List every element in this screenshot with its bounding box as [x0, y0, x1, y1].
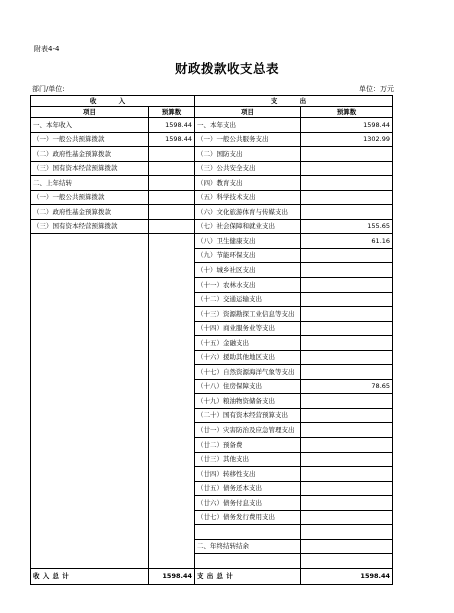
income-item-cell: [31, 554, 149, 569]
expense-value-cell: [301, 452, 393, 467]
income-value-cell: [149, 190, 195, 205]
expense-item-cell: （十一）农林水支出: [195, 278, 301, 293]
table-row: [31, 510, 393, 525]
income-value-cell: [149, 467, 195, 482]
income-value-cell: [149, 307, 195, 322]
income-value-cell: [149, 147, 195, 162]
expense-value-cell: [301, 176, 393, 191]
expense-item-cell: （二十）国有资本经营预算支出: [195, 408, 301, 423]
expense-value-cell: [301, 350, 393, 365]
income-value-cell: [149, 278, 195, 293]
expense-value-cell: 61.16: [301, 234, 393, 249]
income-value-cell: [149, 379, 195, 394]
income-item-cell: [31, 248, 149, 263]
income-value-cell: [149, 510, 195, 525]
expense-item-cell: [195, 554, 301, 569]
table-row: [31, 234, 393, 249]
table-row: [31, 496, 393, 511]
income-value-cell: [149, 394, 195, 409]
income-group-header: 收 入: [31, 96, 195, 107]
income-value-cell: [149, 481, 195, 496]
expense-value-cell: [301, 292, 393, 307]
income-item-cell: [31, 365, 149, 380]
income-value-cell: [149, 176, 195, 191]
expense-item-cell: （五）科学技术支出: [195, 190, 301, 205]
income-item-cell: [31, 350, 149, 365]
income-item-cell: 二、上年结转: [31, 176, 149, 191]
income-item-cell: [31, 394, 149, 409]
table-row: [31, 467, 393, 482]
expense-value-cell: [301, 278, 393, 293]
expense-item-cell: 二、年终结转结余: [195, 539, 301, 554]
income-value-cell: [149, 452, 195, 467]
table-row: [31, 132, 393, 147]
table-row: [31, 539, 393, 554]
table-row: [31, 481, 393, 496]
expense-item-cell: （廿六）债务付息支出: [195, 496, 301, 511]
income-item-cell: [31, 292, 149, 307]
table-row: [31, 190, 393, 205]
column-header-row: [31, 107, 393, 118]
expense-value-cell: [301, 496, 393, 511]
expense-value-cell: 1598.44: [301, 118, 393, 133]
income-value-cell: [149, 263, 195, 278]
income-item-cell: （一）一般公共预算拨款: [31, 132, 149, 147]
income-item-header: 项目: [31, 107, 149, 118]
expense-group-header: 支 出: [195, 96, 393, 107]
expense-value-cell: [301, 248, 393, 263]
income-item-cell: [31, 539, 149, 554]
table-row: [31, 176, 393, 191]
income-total-value: 1598.44: [149, 568, 195, 585]
income-item-cell: [31, 408, 149, 423]
table-row: [31, 161, 393, 176]
income-item-cell: [31, 278, 149, 293]
expense-item-cell: （九）节能环保支出: [195, 248, 301, 263]
income-value-cell: [149, 336, 195, 351]
expense-value-cell: [301, 336, 393, 351]
expense-value-cell: [301, 525, 393, 540]
table-row: [31, 525, 393, 540]
table-row: [31, 394, 393, 409]
income-value-cell: 1598.44: [149, 132, 195, 147]
income-item-cell: [31, 525, 149, 540]
expense-item-cell: （廿四）转移性支出: [195, 467, 301, 482]
expense-value-cell: [301, 510, 393, 525]
expense-value-cell: [301, 321, 393, 336]
income-value-cell: [149, 408, 195, 423]
income-item-cell: [31, 452, 149, 467]
expense-value-cell: [301, 365, 393, 380]
expense-item-cell: （八）卫生健康支出: [195, 234, 301, 249]
table-row: [31, 379, 393, 394]
expense-budget-header: 预算数: [301, 107, 393, 118]
expense-value-cell: [301, 408, 393, 423]
expense-item-cell: （廿七）债务发行费用支出: [195, 510, 301, 525]
expense-value-cell: [301, 161, 393, 176]
expense-item-cell: （十二）交通运输支出: [195, 292, 301, 307]
expense-item-cell: [195, 525, 301, 540]
income-item-cell: [31, 423, 149, 438]
table-row: [31, 321, 393, 336]
income-item-cell: [31, 467, 149, 482]
table-row: [31, 554, 393, 569]
income-item-cell: 一、本年收入: [31, 118, 149, 133]
expense-item-cell: （十五）金融支出: [195, 336, 301, 351]
income-value-cell: 1598.44: [149, 118, 195, 133]
income-value-cell: [149, 248, 195, 263]
budget-table: [30, 95, 393, 585]
income-item-cell: （二）政府性基金预算拨款: [31, 147, 149, 162]
income-item-cell: （三）国有资本经营预算拨款: [31, 161, 149, 176]
income-value-cell: [149, 539, 195, 554]
department-label: 部门/单位:: [32, 85, 65, 93]
expense-value-cell: [301, 554, 393, 569]
expense-value-cell: [301, 263, 393, 278]
expense-item-cell: （六）文化旅游体育与传媒支出: [195, 205, 301, 220]
income-budget-header: 预算数: [149, 107, 195, 118]
expense-item-cell: （廿一）灾害防治及应急管理支出: [195, 423, 301, 438]
table-row: [31, 350, 393, 365]
expense-value-cell: [301, 205, 393, 220]
income-total-label: 收 入 总 计: [31, 568, 149, 585]
expense-item-cell: 一、本年支出: [195, 118, 301, 133]
expense-item-cell: （十九）粮油物资储备支出: [195, 394, 301, 409]
expense-value-cell: [301, 394, 393, 409]
table-row: [31, 423, 393, 438]
expense-item-cell: （七）社会保障和就业支出: [195, 219, 301, 234]
expense-item-cell: （一）一般公共服务支出: [195, 132, 301, 147]
page-title: 财政拨款收支总表: [174, 61, 279, 76]
annex-label: 附表4-4: [34, 45, 60, 53]
expense-value-cell: [301, 438, 393, 453]
expense-item-cell: （十四）商业服务业等支出: [195, 321, 301, 336]
income-item-cell: [31, 263, 149, 278]
expense-value-cell: [301, 539, 393, 554]
income-item-cell: [31, 438, 149, 453]
income-item-cell: [31, 379, 149, 394]
income-value-cell: [149, 234, 195, 249]
expense-value-cell: [301, 423, 393, 438]
income-value-cell: [149, 525, 195, 540]
expense-value-cell: [301, 147, 393, 162]
table-row: [31, 248, 393, 263]
table-row: [31, 408, 393, 423]
table-row: [31, 219, 393, 234]
income-item-cell: （二）政府性基金预算拨款: [31, 205, 149, 220]
expense-item-cell: （廿二）预备费: [195, 438, 301, 453]
income-value-cell: [149, 365, 195, 380]
income-value-cell: [149, 350, 195, 365]
expense-item-header: 项目: [195, 107, 301, 118]
totals-row: [31, 568, 393, 585]
table-row: [31, 263, 393, 278]
expense-item-cell: （十三）资源勘探工业信息等支出: [195, 307, 301, 322]
table-row: [31, 278, 393, 293]
expense-value-cell: [301, 467, 393, 482]
expense-value-cell: 155.65: [301, 219, 393, 234]
income-item-cell: [31, 307, 149, 322]
table-row: [31, 292, 393, 307]
income-value-cell: [149, 496, 195, 511]
expense-item-cell: （二）国防支出: [195, 147, 301, 162]
expense-item-cell: （十六）援助其他地区支出: [195, 350, 301, 365]
expense-value-cell: 1302.99: [301, 132, 393, 147]
table-row: [31, 365, 393, 380]
expense-item-cell: （廿三）其他支出: [195, 452, 301, 467]
income-item-cell: [31, 234, 149, 249]
income-value-cell: [149, 292, 195, 307]
income-item-cell: [31, 336, 149, 351]
income-item-cell: [31, 510, 149, 525]
table-row: [31, 118, 393, 133]
table-row: [31, 438, 393, 453]
income-item-cell: （一）一般公共预算拨款: [31, 190, 149, 205]
table-row: [31, 336, 393, 351]
table-row: [31, 205, 393, 220]
income-item-cell: [31, 481, 149, 496]
expense-value-cell: [301, 190, 393, 205]
expense-item-cell: （十八）住房保障支出: [195, 379, 301, 394]
expense-total-label: 支 出 总 计: [195, 568, 301, 585]
expense-item-cell: （十七）自然资源海洋气象等支出: [195, 365, 301, 380]
income-item-cell: [31, 321, 149, 336]
expense-value-cell: [301, 307, 393, 322]
income-item-cell: [31, 496, 149, 511]
income-value-cell: [149, 321, 195, 336]
table-row: [31, 452, 393, 467]
income-value-cell: [149, 554, 195, 569]
expense-value-cell: 78.65: [301, 379, 393, 394]
expense-item-cell: （三）公共安全支出: [195, 161, 301, 176]
table-row: [31, 307, 393, 322]
table-row: [31, 147, 393, 162]
income-value-cell: [149, 438, 195, 453]
expense-total-value: 1598.44: [301, 568, 393, 585]
group-header-row: [31, 96, 393, 107]
income-value-cell: [149, 205, 195, 220]
expense-value-cell: [301, 481, 393, 496]
income-value-cell: [149, 219, 195, 234]
unit-label: 单位：万元: [359, 85, 394, 93]
expense-item-cell: （十）城乡社区支出: [195, 263, 301, 278]
income-value-cell: [149, 423, 195, 438]
income-item-cell: （三）国有资本经营预算拨款: [31, 219, 149, 234]
expense-item-cell: （四）教育支出: [195, 176, 301, 191]
expense-item-cell: （廿五）债务还本支出: [195, 481, 301, 496]
income-value-cell: [149, 161, 195, 176]
